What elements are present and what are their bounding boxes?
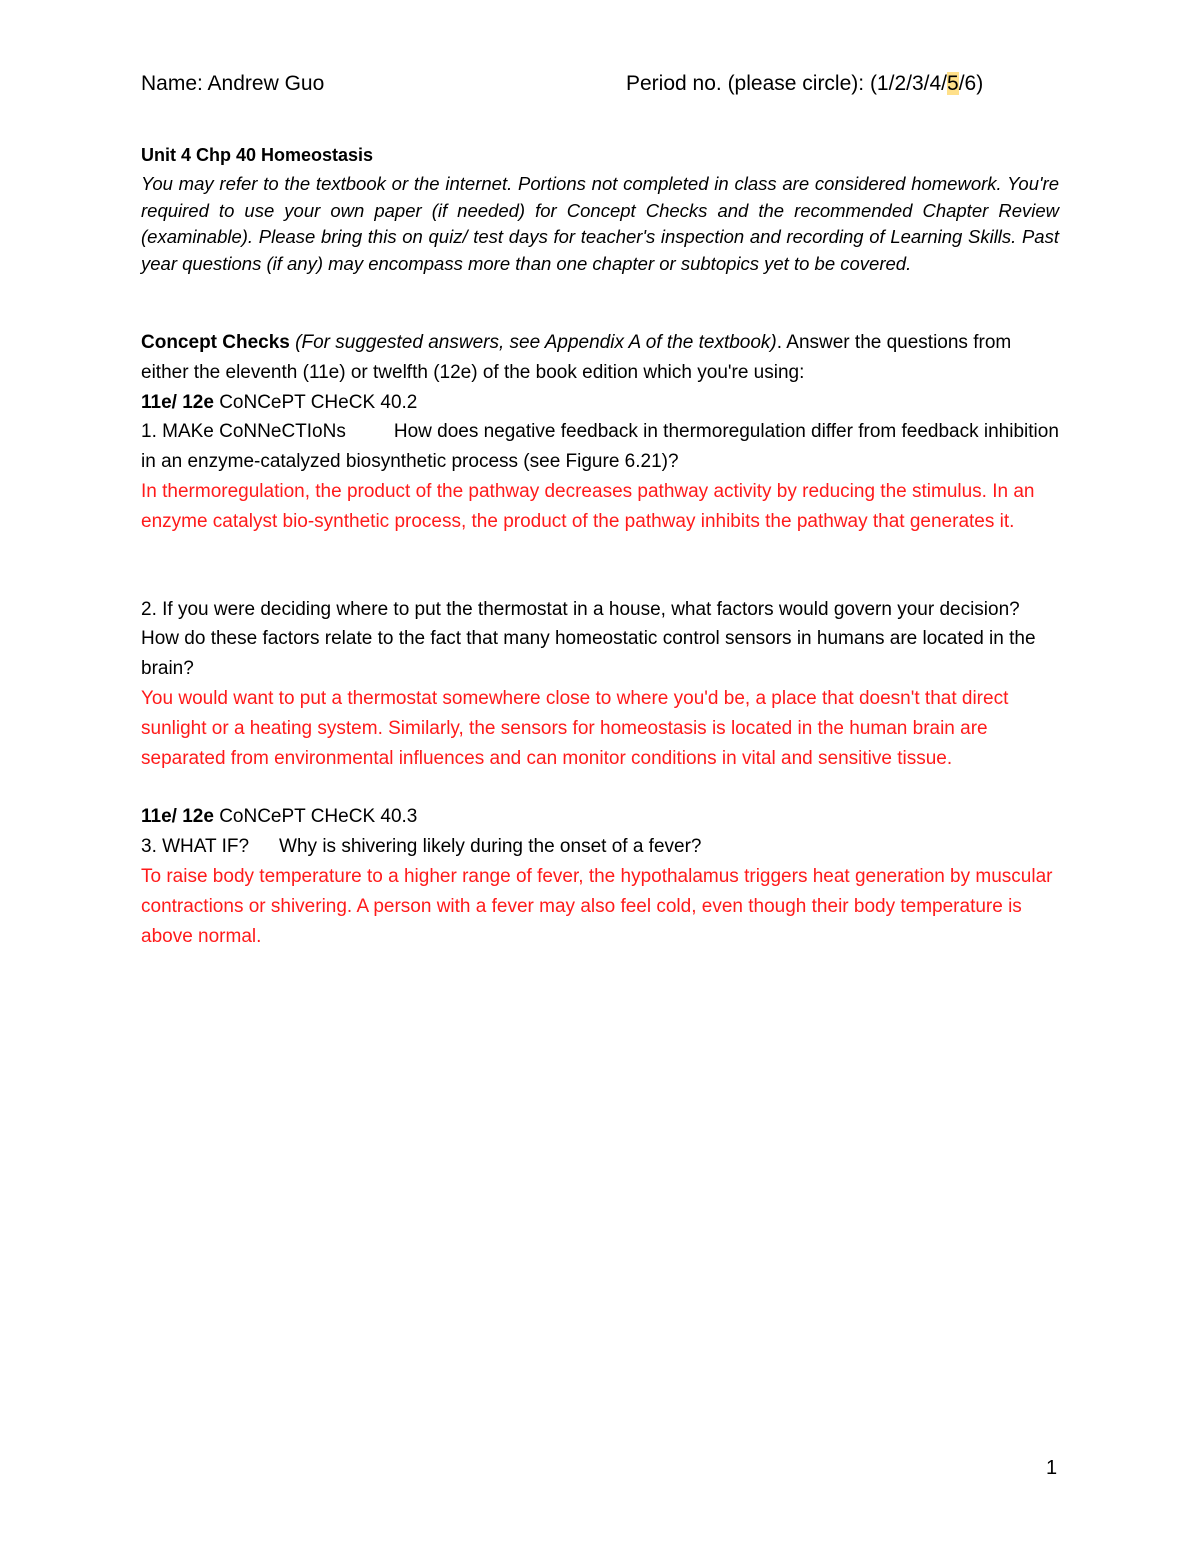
section-heading-40-2 [141, 388, 1059, 418]
edition-label: 11e/ 12e [141, 391, 214, 413]
answer-2: You would want to put a thermostat somewhere close to where you'd be, a place that doesn't that direct sunlight or a heating system. Similarly, the sensors for homeostasis is located in the human brain are separated from environmental influences and can monitor conditions in vital and sensitive tissue. [141, 687, 1009, 769]
question-2: 2. If you were deciding where to put the thermostat in a house, what factors would govern your decision? How do these factors relate to the fact that many homeostatic control sensors in humans are located in the brain? [141, 598, 1036, 680]
answer-1: In thermoregulation, the product of the pathway decreases pathway activity by reducing the stimulus. In an enzyme catalyst bio-synthetic process, the product of the pathway inhibits the pathway that generates it. [141, 480, 1035, 532]
edition-label: 11e/ 12e [141, 806, 214, 828]
section-heading-40-3 [141, 802, 1059, 832]
concept-checks-intro [141, 328, 1059, 388]
page-title: Unit 4 Chp 40 Homeostasis [141, 145, 374, 165]
period-suffix: /6) [958, 72, 984, 95]
concept-check-heading: CoNCePT CHeCK 40.2 [213, 391, 418, 413]
period-prefix: Period no. (please circle): (1/2/3/4/ [626, 72, 947, 95]
answer-3: To raise body temperature to a higher range of fever, the hypothalamus triggers heat generation by muscular contractions or shivering. A person with a fever may also feel cold, even though their body temperature is above normal. [141, 865, 1053, 947]
period-field [626, 72, 983, 96]
question-3 [141, 832, 1059, 862]
question-1 [141, 417, 1059, 477]
question-3-text: Why is shivering likely during the onset of a fever? [279, 836, 702, 858]
question-1-label: 1. MAKe CoNNeCTIoNs [141, 421, 346, 443]
question-3-label: 3. WHAT IF? [141, 836, 250, 858]
concept-checks-note: (For suggested answers, see Appendix A of the textbook) [295, 332, 777, 353]
question-1-text: How does negative feedback in thermoregulation differ from feedback inhibition in an enzyme-catalyzed biosynthetic process (see Figure 6.21)? [141, 421, 1059, 473]
concept-checks-label: Concept Checks [141, 332, 290, 353]
page-number: 1 [1046, 1457, 1058, 1479]
intro-paragraph: You may refer to the textbook or the internet. Portions not completed in class are considered homework. You're required to use your own paper (if needed) for Concept Checks and the recommended Chapter Review (examinable). Please bring this on quiz/ test days for teacher's inspection and recording of Learning Skills. Past year questions (if any) may encompass more than one chapter or subtopics yet to be covered. [141, 173, 1059, 274]
period-selected: 5 [947, 72, 959, 95]
main-content [141, 328, 1059, 951]
student-name: Name: Andrew Guo [141, 72, 325, 95]
concept-checks-instruction: . Answer the questions from either the eleventh (11e) or twelfth (12e) of the book edition which you're using: [141, 332, 1012, 383]
concept-check-heading: CoNCePT CHeCK 40.3 [213, 806, 418, 828]
